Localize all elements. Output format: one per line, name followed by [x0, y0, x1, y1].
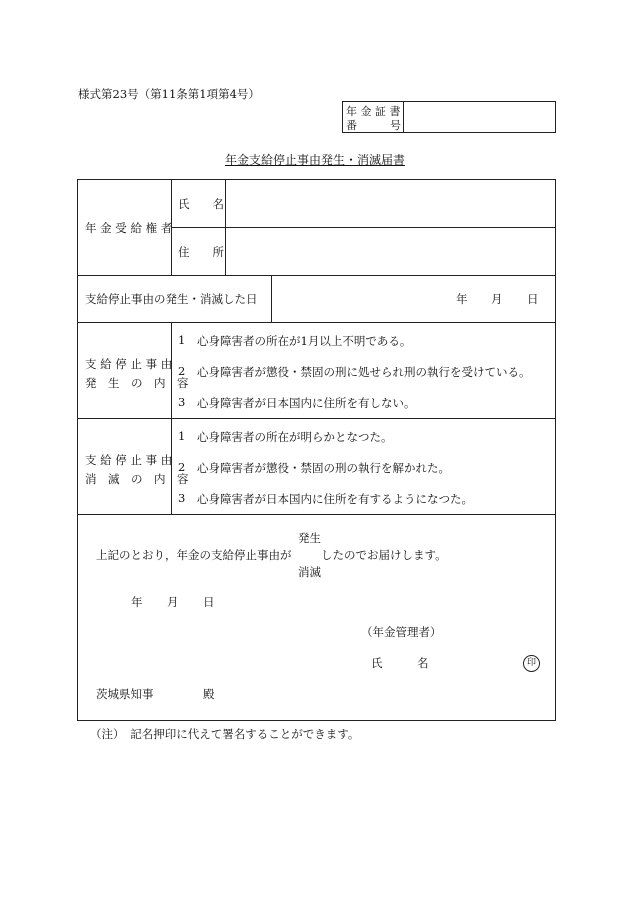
manager-name-label: 氏 名: [371, 656, 429, 670]
addressee: 茨城県知事: [96, 687, 154, 701]
submission-day-label: 日: [203, 595, 215, 609]
date-day-label: 日: [527, 292, 539, 306]
submission-month-label: 月: [167, 595, 179, 609]
occurrence-label-2: 発 生 の 内 容: [85, 376, 189, 390]
extinction-item-text[interactable]: 心身障害者が日本国内に住所を有するようになつた。: [197, 492, 473, 506]
cert-number-label-2: 番 号: [346, 119, 401, 132]
extinction-label: 支 給 停 止 事 由: [85, 453, 173, 467]
recipient-label: 年 金 受 給 権 者: [85, 221, 173, 235]
occurrence-item-num: 3: [178, 395, 186, 409]
occurrence-item-num: 1: [178, 333, 186, 347]
form-number: 様式第23号（第11条第1項第4号）: [78, 87, 260, 101]
date-month-label: 月: [491, 292, 503, 306]
form-title: 年金支給停止事由発生・消滅届書: [224, 153, 405, 167]
date-year-label: 年: [456, 292, 468, 306]
form-title-wrap: [0, 151, 630, 168]
suspension-date-label: 支給停止事由の発生・消滅した日: [85, 292, 258, 306]
declaration-option-extinction[interactable]: 消滅: [298, 565, 321, 579]
extinction-item-num: 1: [178, 429, 186, 443]
occurrence-item-num: 2: [178, 364, 186, 378]
declaration-text-before: 上記のとおり，年金の支給停止事由が: [96, 548, 292, 562]
address-label: 住 所: [178, 245, 224, 259]
submission-year-label: 年: [131, 595, 143, 609]
seal-mark-icon: 印: [523, 655, 540, 672]
declaration-text-after: したのでお届けします。: [321, 548, 447, 562]
extinction-item-num: 2: [178, 460, 186, 474]
occurrence-label: 支 給 停 止 事 由: [85, 357, 173, 371]
occurrence-item-text[interactable]: 心身障害者が日本国内に住所を有しない。: [197, 396, 416, 410]
extinction-label-2: 消 滅 の 内 容: [85, 472, 189, 486]
honorific: 殿: [203, 687, 215, 701]
occurrence-item-text[interactable]: 心身障害者の所在が1月以上不明である。: [197, 334, 412, 348]
cert-number-label: 年 金 証 書: [346, 105, 401, 118]
declaration-option-occurrence[interactable]: 発生: [298, 531, 321, 545]
name-label: 氏 名: [178, 197, 224, 211]
manager-label: （年金管理者）: [361, 625, 442, 639]
footnote: （注） 記名押印に代えて署名することができます。: [90, 727, 360, 741]
occurrence-item-text[interactable]: 心身障害者が懲役・禁固の刑に処せられ刑の執行を受けている。: [197, 365, 531, 379]
extinction-item-text[interactable]: 心身障害者の所在が明らかとなつた。: [197, 430, 393, 444]
extinction-item-num: 3: [178, 491, 186, 505]
extinction-item-text[interactable]: 心身障害者が懲役・禁固の刑の執行を解かれた。: [197, 461, 450, 475]
